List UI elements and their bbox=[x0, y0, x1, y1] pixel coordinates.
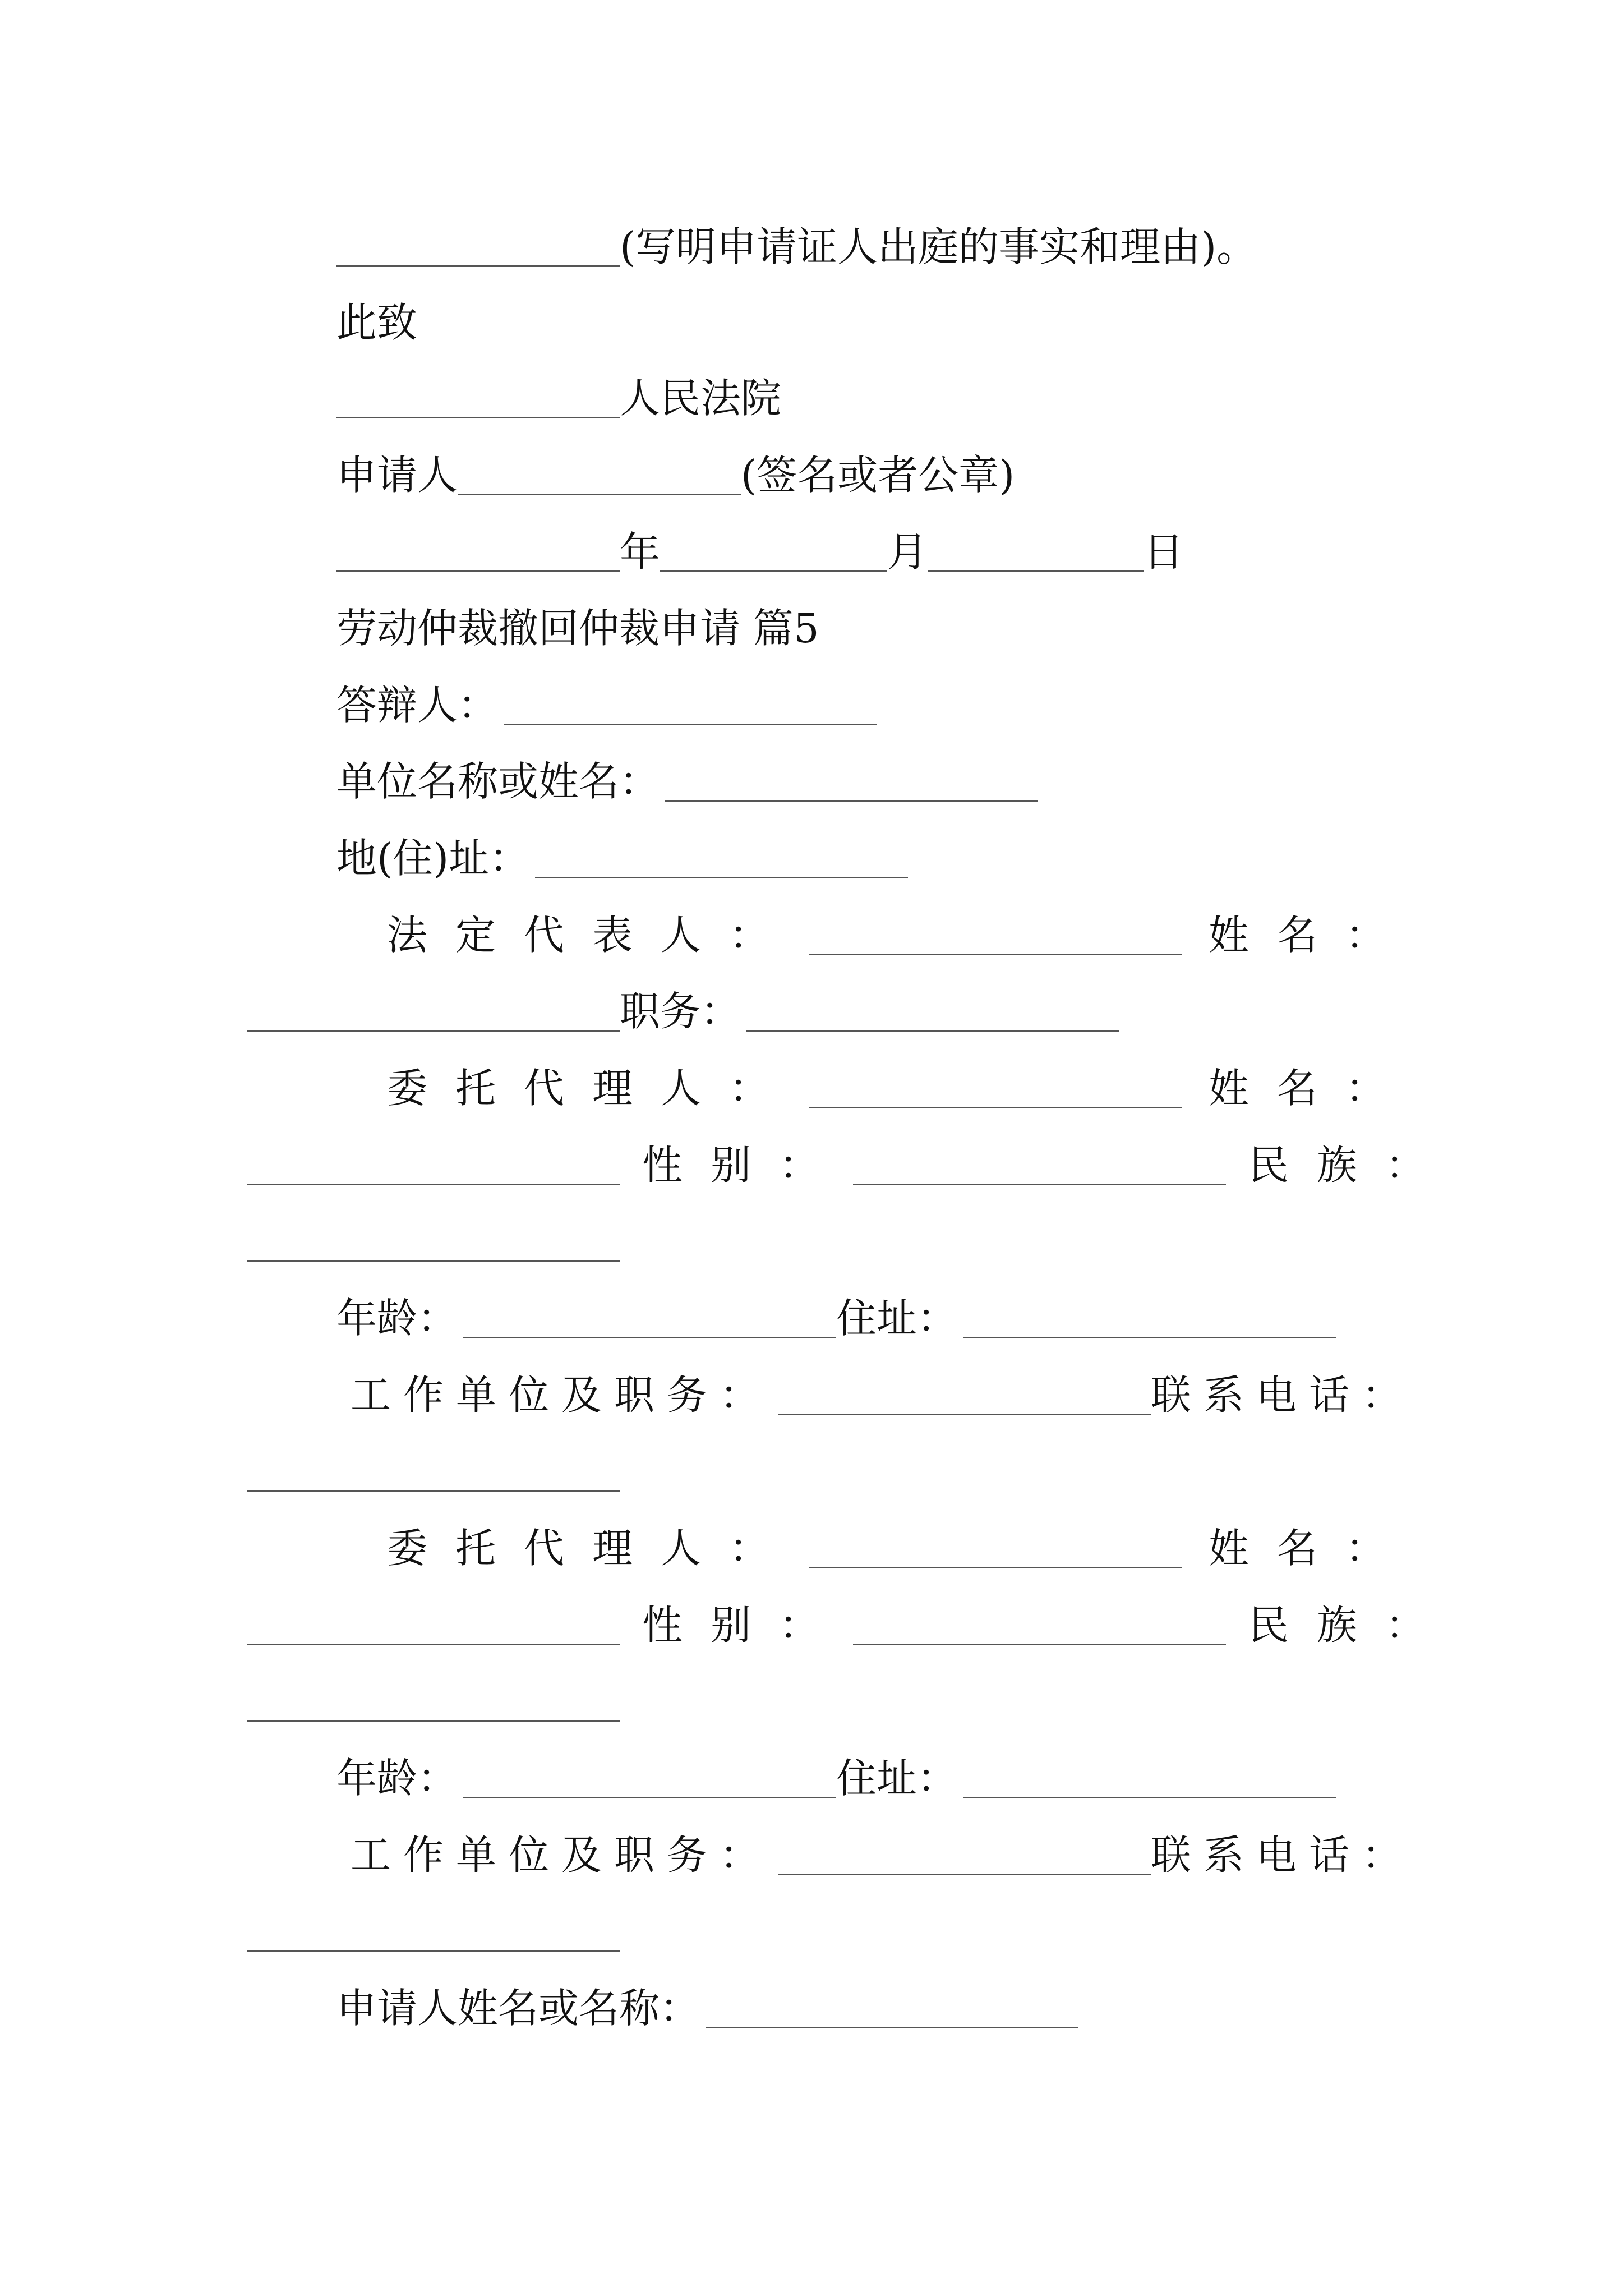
applicant-name-line: 申请人姓名或名称： bbox=[336, 1980, 1078, 2036]
ethnicity-blank-2[interactable] bbox=[247, 1682, 620, 1722]
gender-line-1: 性别： 民族： bbox=[247, 1137, 1454, 1193]
unit-name-blank[interactable] bbox=[665, 762, 1038, 802]
address-line: 地(住)址： bbox=[336, 830, 908, 886]
age-blank-2[interactable] bbox=[463, 1759, 836, 1798]
residence-blank-2[interactable] bbox=[963, 1759, 1336, 1798]
applicant-name-blank[interactable] bbox=[706, 1989, 1078, 2028]
agent-line-2: 委托代理人： 姓名： bbox=[387, 1525, 1414, 1572]
legal-rep-name-blank[interactable] bbox=[247, 992, 620, 1032]
ethnicity-blank-1[interactable] bbox=[247, 1222, 620, 1262]
salutation: 此致 bbox=[336, 299, 418, 346]
work-line-2: 工作单位及职务： 联系电话： bbox=[351, 1832, 1415, 1879]
gender-blank-1[interactable] bbox=[853, 1145, 1226, 1185]
work-blank-2[interactable] bbox=[778, 1835, 1151, 1875]
reason-line bbox=[336, 219, 1257, 275]
court-line: 人民法院 bbox=[336, 370, 781, 426]
agent-line-1: 委托代理人： 姓名： bbox=[387, 1065, 1414, 1112]
age-line-1: 年龄： 住址： bbox=[336, 1290, 1336, 1346]
position-line: 职务： bbox=[247, 983, 1119, 1039]
respondent-blank[interactable] bbox=[504, 685, 877, 725]
month-blank[interactable] bbox=[660, 532, 887, 572]
reason-text: (写明申请证人出庭的事实和理由)。 bbox=[620, 223, 1257, 270]
applicant-blank[interactable] bbox=[458, 455, 741, 495]
age-line-2: 年龄： 住址： bbox=[336, 1750, 1336, 1806]
applicant-signature-line: 申请人 (签名或者公章) bbox=[336, 452, 1015, 499]
address-blank[interactable] bbox=[535, 839, 908, 878]
ethnicity-value-line-2 bbox=[247, 1673, 620, 1729]
phone-blank-2[interactable] bbox=[247, 1912, 620, 1952]
legal-rep-blank[interactable] bbox=[809, 915, 1182, 955]
ethnicity-value-line-1 bbox=[247, 1213, 620, 1269]
date-line: 年 月 日 bbox=[336, 524, 1184, 580]
agent-name-blank-2[interactable] bbox=[247, 1605, 620, 1645]
agent-name-blank-1[interactable] bbox=[247, 1145, 620, 1185]
section-title: 劳动仲裁撤回仲裁申请 篇5 bbox=[336, 605, 819, 652]
respondent-line: 答辩人： bbox=[336, 677, 877, 733]
phone-value-line-1 bbox=[247, 1443, 620, 1499]
unit-name-line: 单位名称或姓名： bbox=[336, 753, 1038, 809]
day-blank[interactable] bbox=[928, 532, 1144, 572]
residence-blank-1[interactable] bbox=[963, 1299, 1336, 1338]
blank-field[interactable] bbox=[336, 227, 620, 267]
gender-line-2: 性别： 民族： bbox=[247, 1597, 1454, 1653]
legal-rep-line: 法定代表人： 姓名： bbox=[387, 912, 1414, 959]
agent-blank-1[interactable] bbox=[809, 1069, 1182, 1108]
court-blank[interactable] bbox=[336, 379, 620, 418]
phone-value-line-2 bbox=[247, 1903, 620, 1959]
phone-blank-1[interactable] bbox=[247, 1452, 620, 1492]
age-blank-1[interactable] bbox=[463, 1299, 836, 1338]
position-blank[interactable] bbox=[746, 992, 1119, 1032]
work-blank-1[interactable] bbox=[778, 1375, 1151, 1415]
gender-blank-2[interactable] bbox=[853, 1605, 1226, 1645]
work-line-1: 工作单位及职务： 联系电话： bbox=[351, 1372, 1415, 1419]
year-blank[interactable] bbox=[336, 532, 620, 572]
agent-blank-2[interactable] bbox=[809, 1529, 1182, 1568]
